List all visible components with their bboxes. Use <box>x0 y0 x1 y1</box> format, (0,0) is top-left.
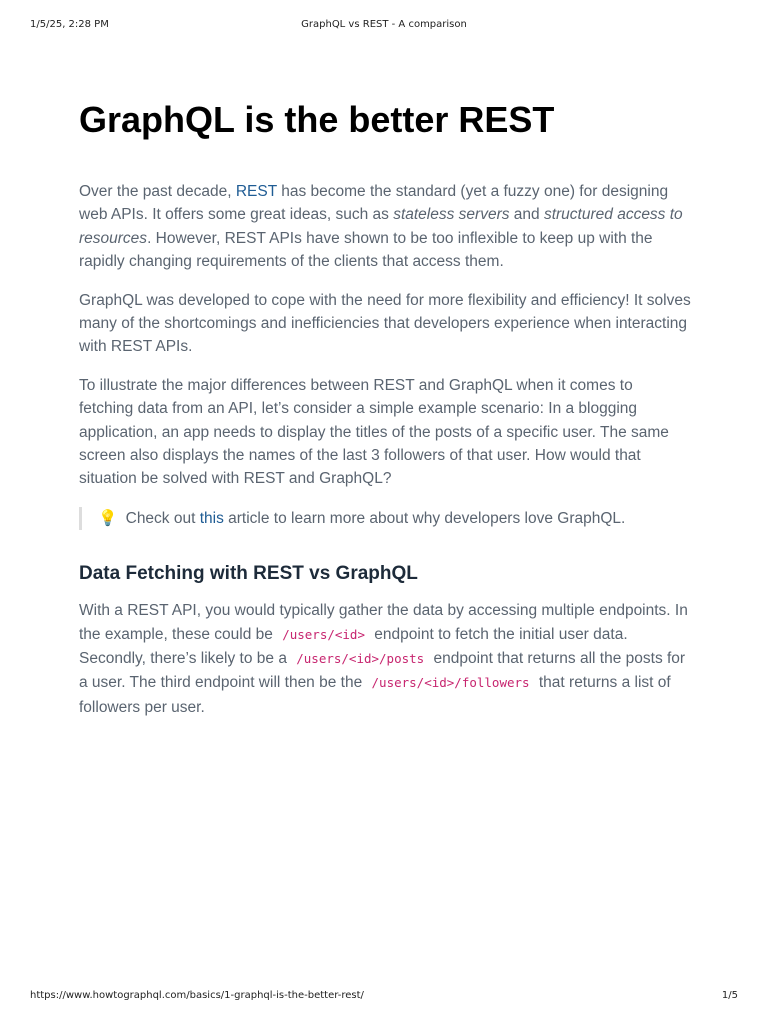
print-header <box>30 19 738 33</box>
endpoints-text-3: endpoint that returns all the posts for a user. The third endpoint will then be the <box>79 650 686 692</box>
print-page-number: 1/5 <box>721 990 738 1001</box>
article <box>79 96 691 720</box>
endpoint-users-id: /users/<id> <box>282 627 365 643</box>
tip-blockquote <box>79 507 691 530</box>
print-document-title: GraphQL vs REST - A comparison <box>301 19 467 30</box>
emphasis-stateless-servers: stateless servers <box>393 206 510 224</box>
endpoints-text-4: that returns a list of followers per user. <box>79 674 671 716</box>
tip-text-1: Check out <box>121 509 200 527</box>
intro-text-4: . However, REST APIs have shown to be too inflexible to keep up with the rapidly changing requirements of the clients that access them. <box>79 229 653 271</box>
section-heading: Data Fetching with REST vs GraphQL <box>79 562 418 584</box>
endpoints-text-1: With a REST API, you would typically gather the data by accessing multiple endpoints. In the example, these could be <box>79 601 688 644</box>
endpoints-text-2: endpoint to fetch the initial user data. Secondly, there’s likely to be a <box>79 626 628 668</box>
tip-text-2: article to learn more about why developers love GraphQL. <box>223 509 626 527</box>
this-article-link[interactable]: this <box>199 509 224 527</box>
rest-endpoints-paragraph <box>79 599 691 720</box>
print-url: https://www.howtographql.com/basics/1-graphql-is-the-better-rest/ <box>30 990 364 1001</box>
lightbulb-icon: 💡 <box>98 509 118 527</box>
endpoint-users-followers: /users/<id>/followers <box>371 675 530 691</box>
rest-link[interactable]: REST <box>235 183 277 200</box>
graphql-paragraph: GraphQL was developed to cope with the need for more flexibility and efficiency! It solves many of the shortcomings and inefficiencies that developers experience when interacting with REST APIs. <box>79 291 691 356</box>
endpoint-users-posts: /users/<id>/posts <box>296 651 425 667</box>
intro-text-3: and <box>509 206 544 224</box>
page-title: GraphQL is the better REST <box>79 99 555 140</box>
scenario-paragraph: To illustrate the major differences between REST and GraphQL when it comes to fetching data from an API, let’s consider a simple example scenario: In a blogging application, an app needs to display the titles of the posts of a specific user. The same screen also displays the names of the last 3 followers of that user. How would that situation be solved with REST and GraphQL? <box>79 376 669 488</box>
intro-text-1: Over the past decade, <box>79 183 236 200</box>
intro-paragraph <box>79 180 691 274</box>
intro-text-2: has become the standard (yet a fuzzy one) for designing web APIs. It offers some great ideas, such as <box>79 183 669 224</box>
print-datetime: 1/5/25, 2:28 PM <box>30 19 109 30</box>
emphasis-structured-access: structured access to resources <box>79 206 683 247</box>
print-footer <box>30 990 738 1004</box>
